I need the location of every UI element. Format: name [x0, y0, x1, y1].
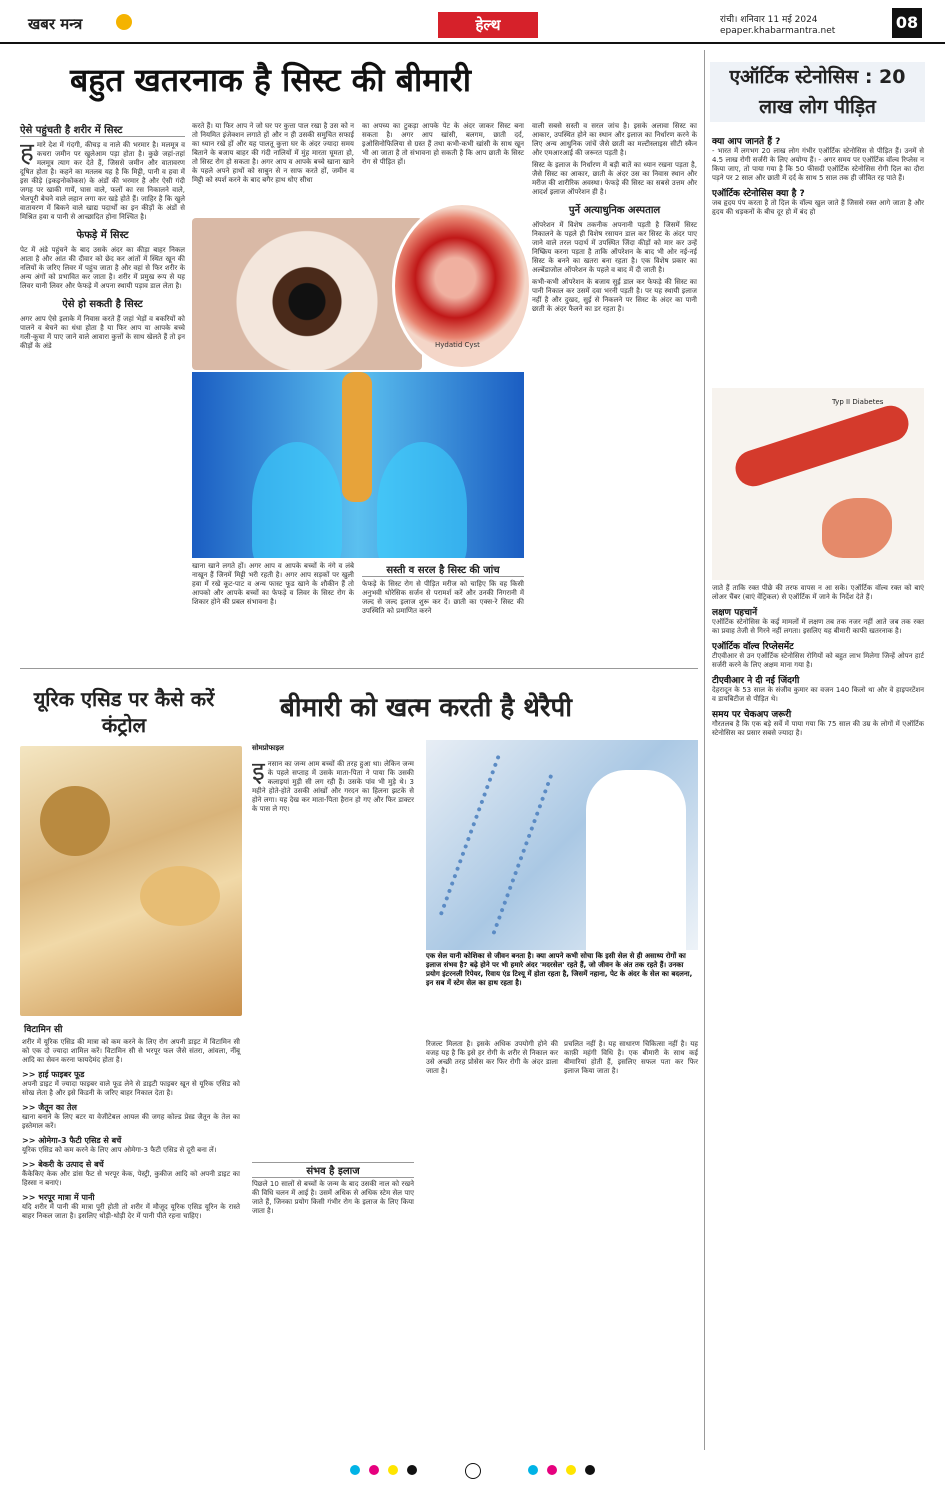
diagram-title: Typ II Diabetes: [832, 398, 884, 406]
aortic-subhead: टीएवीआर ने दी नई जिंदगी: [712, 676, 800, 686]
color-dot: [585, 1465, 595, 1475]
body-text: करते हैं। या फिर आप ने जो घर पर कुत्ता पाल रखा है उस को न तो नियमित इंजेक्शन लगाते हों और न ही उसकी समुचित सफाई का ध्यान रखे हों और यह पालतू कुत्ता घर के अंदर ज्यादा समय बिताने के बजाय बाहर की गंदी नालियों में मुंह मारता घूमता हो, तो सिस्ट रोग हो सकता है। अगर आप व आपके बच्चे खाना खाने के पहले अपने हाथों को साबुन से न साफ करते हों, जमीन व मिट्टी को स्पर्श करने के बाद बगैर हाथ धोए सीधा: [192, 122, 354, 184]
subhead-3: ऐसे हो सकती है सिस्ट: [62, 299, 143, 310]
column-2: [192, 122, 354, 185]
footer-bar: [0, 1460, 945, 1482]
section-tab: हेल्थ: [438, 12, 538, 38]
column-3-bottom: [362, 562, 524, 616]
aortic-body-2: [712, 584, 924, 738]
trachea-shape: [342, 372, 372, 502]
uric-item-text: कैंकेकिए केक और डांस फैट से भरपूर केक, पेस्ट्री, कुकीज आदि को अपनी डाइट का हिस्सा न बनाएं।: [22, 1170, 240, 1187]
drop-cap: ह: [20, 138, 34, 168]
uric-item: [22, 1102, 240, 1131]
eye-image: [192, 218, 422, 370]
color-dot: [407, 1465, 417, 1475]
body-text: टीएवीआर से उन एऑर्टिक स्टेनोसिस रोगियों को बहुत लाभ मिलेगा जिन्हें ओपन हार्ट सर्जरी करने के लिए अक्षम माना गया है।: [712, 652, 924, 669]
stomach-shape: [822, 498, 892, 558]
uric-item-text: यूरिक एसिड को कम करने के लिए आप ओमेगा-3 फैटी एसिड से दूरी बना लें।: [22, 1146, 217, 1154]
body-text: पिछले 10 सालों से बच्चों के जन्म के बाद उसकी नाल को रखने की विधि चलन में आई है। उसमें अधिक से अधिक स्टेम सेल पाए जाते हैं, जिनका प्रयोग किसी गंभीर रोग के इलाज के लिए किया जाता है।: [252, 1180, 414, 1215]
diabetes-diagram: [712, 388, 924, 580]
body-text: प्रचलित नहीं है। यह साधारण चिकित्सा नहीं है। यह काफ़ी महंगी विधि है। एक बीमारी के साथ कई बीमारियां होती हैं, इसलिए सफल पता कर फिर इलाज किया जाता है।: [564, 1040, 698, 1075]
color-dot: [547, 1465, 557, 1475]
uric-item-text: खाना बनाने के लिए बटर या वेजीटेबल आयल की जगह कोल्ड प्रेस्ड जैतून के तेल का इस्तेमाल करें।: [22, 1113, 240, 1130]
body-text: जाते हैं ताकि रक्त पीछे की तरफ वापस न आ सके। एऑर्टिक वॉल्व रक्त को बाएं लोअर चैंबर (बाएं वेंट्रिकल) से एऑर्टिक में जाने के निर्देश देते हैं।: [712, 584, 924, 601]
body-text: शरीर में यूरिक एसिड की मात्रा को कम करने के लिए रोग अपनी डाइट में विटामिन सी को एक दो ज्यादा शामिल करें। विटामिन सी से भरपूर फल जैसे संतरा, आंवला, नींबू आदि का सेवन करना फायदेमंद होता है।: [22, 1038, 240, 1064]
therapy-col-b: [252, 1180, 414, 1216]
uric-item: [22, 1069, 240, 1098]
registration-icon: [465, 1463, 481, 1479]
aortic-subhead: क्या आप जानते हैं ?: [712, 137, 781, 147]
subhead-4: पुर्ने अत्याधुनिक अस्पताल: [568, 205, 661, 216]
subhead-2: फेफड़े में सिस्ट: [76, 230, 129, 241]
uric-item-title: >> ओमेगा-3 फैटी एसिड से बचें: [22, 1136, 122, 1145]
body-text: देहरादून के 53 साल के संजीव कुमार का वजन 140 किलो था और वे हाइपरटेंशन व डायबिटीज से पीड़ित थे।: [712, 686, 924, 703]
food-image: [20, 746, 242, 1016]
therapy-col-c: [426, 1040, 558, 1076]
body-text: हमारे देश में गंदगी, कीचड़ व नाले की भरमार है। मलमूत्र व कचरा जमीन पर खुलेआम पड़ा होता है। कुछे जहां-तहां मलमूत्र त्याग कर देते हैं, जिससे जमीन और वातावरण दूषित होता है। कहने का मतलब यह है कि मिट्टी, पानी व हवा में इस कीड़े (इकइनोकोकस) के अंडों की भरमार है और ऐसी गंदी जगह पर खाकी गायें, घास वाले, फलों का रस निकालने वाले, भेलपूरी बेचने वाले लहान लगा कर खड़े होते हैं। जाहिर है कि खुले वातावरण में बिकने वाले खाद्य पदार्थों का इन कीड़ों के अंडों से मिश्रित हवा व पानी से आच्छादित होना निश्चित है।: [20, 138, 185, 221]
lung-right-shape: [377, 442, 467, 558]
color-dot: [388, 1465, 398, 1475]
therapy-byline: सोमप्रोफाइल: [252, 744, 284, 752]
column-rule: [704, 50, 705, 1450]
column-2-bottom: [192, 562, 354, 607]
aortic-subhead: लक्षण पहचानें: [712, 608, 758, 618]
drop-cap: इ: [252, 757, 265, 787]
therapy-caption: एक सेल यानी कोशिका से जीवन बनता है। क्या आपने कभी सोचा कि इसी सेल से ही असाध्य रोगों का इलाज संभव है? बढ़े होने पर भी हमारे अंदर 'मदरसेल' रहते हैं, जो जीवन के अंत तक रहते हैं। उनका प्रयोग इंटरनली रिपेयर, रिवाय एंड टिश्यू में होता रहता है, जिसमें नहाना, पेट के अंदर के सेल का बदलना, इन सब में स्टेम सेल का हाथ रहता है।: [426, 952, 693, 987]
aortic-subhead: एऑर्टिक स्टेनोसिस क्या है ?: [712, 189, 805, 199]
uric-item: [22, 1135, 240, 1155]
cyst-image: [392, 202, 532, 370]
cyst-label: Hydatid Cyst: [435, 341, 480, 349]
body-text: वाली सबसे सस्ती व सरल जांच है। इसके अलावा सिस्ट का आकार, उपस्थित होने का स्थान और इलाज का निर्धारण करने के लिए अन्य आधुनिक जांचें जैसे छाती का मल्टीस्लाइस सीटी स्कैन और एमआरआई की जरूरत पड़ती है।: [532, 122, 697, 157]
column-1: [20, 122, 185, 351]
uric-item: [22, 1159, 240, 1188]
color-dot: [566, 1465, 576, 1475]
uric-item-text: यदि शरीर में पानी की मात्रा पूरी होती तो शरीर में मौजूद यूरिक एसिड यूरिन के रास्ते बाहर निकल जाता है। इसलिए थोड़ी-थोड़ी देर में पानी पीते रहना चाहिए।: [22, 1203, 240, 1220]
uric-item-text: अपनी डाइट में ज्यादा फाइबर वाले फूड लेने से डाइटी फाइबर खून से यूरिक एसिड को सोख लेता है और इसे किडनी के जरिए बाहर निकाल देता है।: [22, 1080, 240, 1097]
therapy-col-a: [252, 757, 414, 814]
therapy-col-d: [564, 1040, 698, 1076]
therapy-subhead: संभव है इलाज: [252, 1162, 414, 1178]
body-text: गौरतलब है कि एक बड़े सर्वे में पाया गया कि 75 साल की उम्र के लोगों में एऑर्टिक स्टेनोसिस का प्रसार सबसे ज्यादा है।: [712, 720, 924, 737]
main-headline: बहुत खतरनाक है सिस्ट की बीमारी: [70, 61, 472, 99]
body-text: ऑपरेशन में विशेष तकनीक अपनानी पड़ती है जिसमें सिस्ट निकालने के पहले ही विशेष रसायन डाल कर सिस्ट के अंदर पाए जाने वाले तरल पदार्थ में उपस्थित जिंदा कीड़ों को मार कर उन्हें निष्क्रिय करना पड़ता है ताकि ऑपरेशन के बाद भी ओर नई-नई सिस्ट के बनने का खतरा बना रहता है। एक विशेष प्रकार का अल्बेंडाजोल ऑपरेशन के पहले व बाद में दी जाती है।: [532, 221, 697, 274]
page-number: 08: [892, 8, 922, 38]
dateline: रांची। शनिवार 11 मई 2024: [720, 15, 818, 25]
color-dot: [528, 1465, 538, 1475]
body-text: इनसान का जन्म आम बच्चों की तरह हुआ था। लेकिन जन्म के पहले सप्ताह में उसके माता-पिता ने पाया कि उसकी कलाइयां मुड़ी सी लग रही हैं। उसके पांव भी मुड़े थे। 3 महीने होते-होते उसकी आंखों और गरदन का हिलना झटके से होने लगा। यह देख कर माता-पिता हैरान हो गए और फिर डाक्टर के पास ले गए।: [252, 757, 414, 813]
subhead-5: सस्ती व सरल है सिस्ट की जांच: [362, 562, 524, 577]
uric-item: [22, 1192, 240, 1221]
body-text: रिजल्ट मिलता है। इसके अधिक उपयोगी होने की वजह यह है कि इसे हर रोगी के शरीर से निकाल कर उसे अच्छी तरह प्रोसेस कर फिर रोगी के अंदर डाला जाता है।: [426, 1040, 558, 1075]
body-text: कभी-कभी ऑपरेशन के बजाय सुई डाल कर फेफड़े की सिस्ट का पानी निकाल कर उसमें दवा भरनी पड़ती है। पर यह स्थायी इलाज नहीं है और दुखद, सुई से निकलने पर सिस्ट के अंदर का पानी छाती के अंदर फैलने का डर रहता है।: [532, 278, 697, 313]
uric-body: [22, 1038, 240, 1221]
subhead-1: ऐसे पहुंचती है शरीर में सिस्ट: [20, 122, 185, 137]
coat-shape: [586, 770, 686, 950]
vessel-shape: [731, 401, 913, 491]
section-divider: [20, 668, 698, 669]
body-text: फेफड़े के सिस्ट रोग से पीड़ित मरीज को चाहिए कि वह किसी अनुभवी थोरेसिक सर्जन से परामर्श करें और उनकी निगरानी में जल्द से जल्द इलाज शुरू कर दें। छाती का एक्स-रे सिस्ट की उपस्थिति को प्रमाणित करने: [362, 580, 524, 615]
uric-item-title: >> जैतून का तेल: [22, 1103, 77, 1112]
body-text: एऑर्टिक स्टेनोसिस के कई मामलों में लक्षण तब तक नजर नहीं आते जब तक रक्त का प्रवाह तेजी से गिरने नहीं लगता। इसलिए यह बीमारी काफी खतरनाक है।: [712, 618, 924, 635]
body-text: सिस्ट के इलाज के निर्धारण में बड़ी बातें का ध्यान रखना पड़ता है, जैसे सिस्ट का आकार, छाती के अंदर उस का निवास स्थान और मरीज की शारीरिक अवस्था। फेफड़े की सिस्ट का सबसे उत्तम और आदर्श इलाज ऑपरेशन ही है।: [532, 161, 697, 196]
uric-byline: विटामिन सी: [24, 1025, 63, 1035]
body-text: खाना खाने लगते हों। अगर आप व आपके बच्चों के नंगे व लंबे नाखून हैं जिनमें मिट्टी भरी रहती है। अगर आप सड़कों पर खुली हवा में रखे कूट-पाट व अन्य फास्ट फूड खाने के शौकीन हैं तो आपको और आपके बच्चों का फेफड़े व लिवर के सिस्ट रोग के शिकार होने की प्रबल संभावना है।: [192, 562, 354, 606]
logo-icon: [116, 14, 132, 30]
column-4: [532, 122, 697, 314]
aortic-headline: एऑर्टिक स्टेनोसिस : 20 लाख लोग पीड़ित: [710, 62, 925, 122]
masthead: [0, 0, 945, 44]
uric-item-title: >> बेकरी के उत्पाद से बचें: [22, 1160, 104, 1169]
uric-item-title: >> हाई फाइबर फूड: [22, 1070, 85, 1079]
logo: खबर मन्त्र: [28, 15, 83, 33]
body-text: अगर आप ऐसे इलाके में निवास करते हैं जहां भेड़ों व बकरियों को पालने व बेचने का धंधा होता है या फिर आप या आपके बच्चे गली-कूचा में पाए जाने वाले आवारा कुत्तों के साथ खेलते हैं तो इन कीड़ों के अंडे: [20, 315, 185, 350]
aortic-subhead: समय पर चेकअप जरूरी: [712, 710, 792, 720]
body-text: पेट में अंडे पहुंचने के बाद उसके अंदर का कीड़ा बाहर निकल आता है और आंत की दीवार को छेद कर आंतों में स्थित खून की नलियों के जरिए लिवर में पहुंच जाता है और वहां से फिर शरीर के अन्य अंगों को प्रभावित कर जाता है। शरीर में प्रमुख रूप से यह लिवर यानी लिवर और फेफड़े में अपना स्थायी पड़ाव डाल लेता है।: [20, 246, 185, 290]
bread-shape: [140, 866, 220, 926]
scientist-image: [426, 740, 698, 950]
uric-item-title: >> भरपूर मात्रा में पानी: [22, 1193, 95, 1202]
color-dot: [369, 1465, 379, 1475]
therapy-headline: बीमारी को खत्म करती है थेरैपी: [280, 693, 573, 723]
column-3: [362, 122, 524, 167]
dna-shape: [439, 755, 554, 935]
aortic-body: [712, 134, 924, 217]
body-text: जब हृदय पंप करता है तो दिल के वॉल्व खुल जाते हैं जिससे रक्त आगे जाता है और हृदय की धड़कनों के बीच दूर हो में बंद हो: [712, 199, 924, 216]
lung-left-shape: [252, 442, 342, 558]
grain-shape: [40, 786, 110, 856]
uric-headline: यूरिक एसिड पर कैसे करें कंट्रोल: [33, 687, 215, 737]
lungs-image: [192, 372, 524, 558]
body-text: का अपच्य का टुकड़ा आपके पेट के अंदर जाकर सिस्ट बना सकता है। अगर आप खांसी, बलगम, छाती दर्द, इओसिनोफिलिया से ग्रस्त हैं तथा कभी-कभी खांसी के साथ खून भी आ जाता है तो संभावना हो सकती है कि आप छाती के सिस्ट रोग से पीड़ित हों।: [362, 122, 524, 166]
color-dot: [350, 1465, 360, 1475]
aortic-subhead: एऑर्टिक वॉल्व रिप्लेसमेंट: [712, 642, 794, 652]
body-text: - भारत में लगभग 20 लाख लोग गंभीर एऑर्टिक स्टेनोसिस से पीड़ित हैं। उनमें से 4.5 लाख रोगी सर्जरी के लिए अयोग्य हैं। - अगर समय पर एऑर्टिक वॉल्व रिप्लेस न किया जाए, तो पाया गया है कि 50 फीसदी एऑर्टिक स्टेनोसिस रोगी दिल का दौरा पड़ने पर 2 साल और छाती में दर्द के साथ 5 साल तक ही जीवित रह पाते हैं।: [712, 147, 924, 182]
site-url: epaper.khabarmantra.net: [720, 26, 836, 36]
